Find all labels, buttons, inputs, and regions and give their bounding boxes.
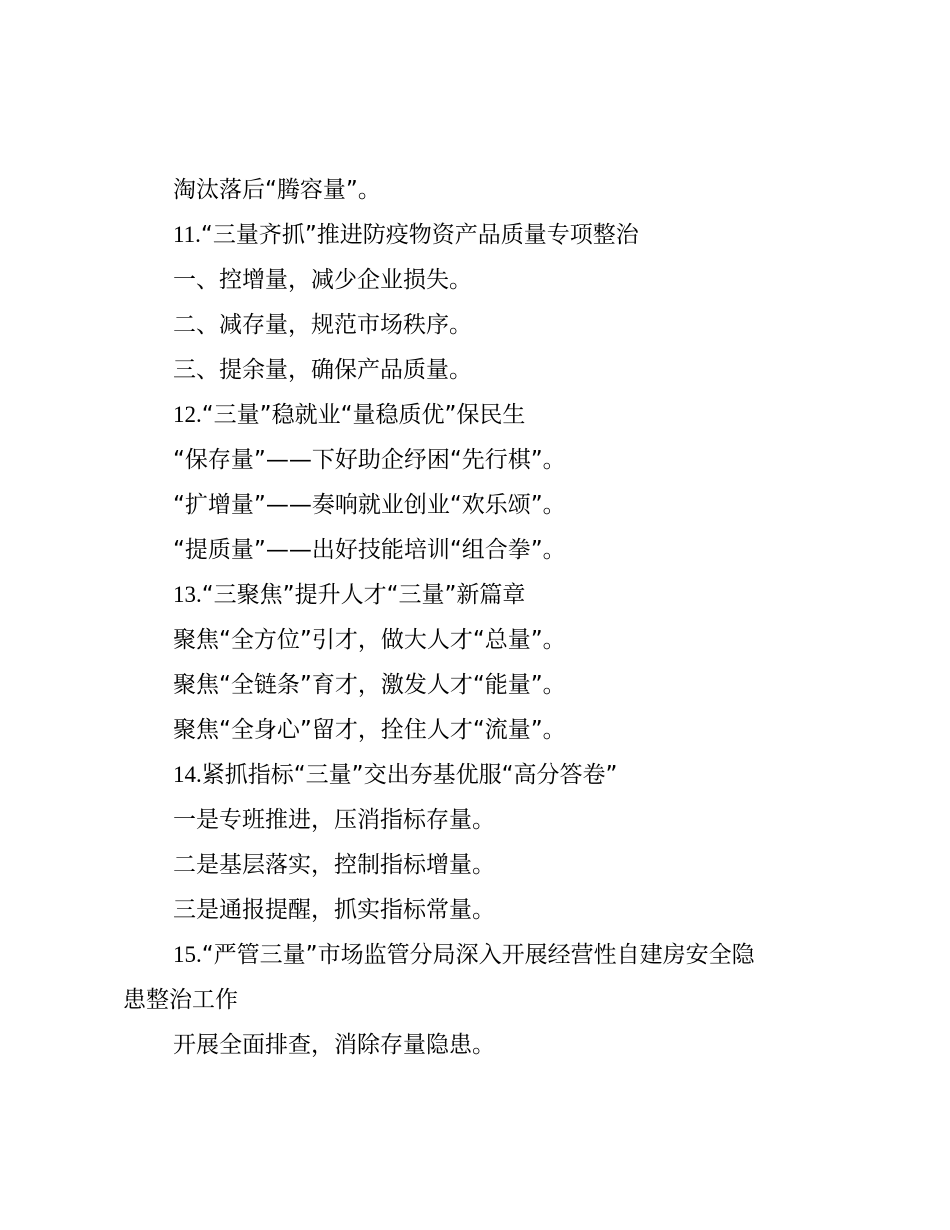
line-text: 患整治工作 xyxy=(123,987,238,1013)
line-text: 开展全面排查，消除存量隐患。 xyxy=(173,1032,495,1058)
section-number: 13. xyxy=(173,582,202,607)
line-text: 二、减存量，规范市场秩序。 xyxy=(173,312,472,338)
section-number: 11. xyxy=(173,222,201,247)
text-line xyxy=(173,445,566,475)
text-line xyxy=(173,850,495,880)
text-line xyxy=(173,1030,495,1060)
text-line xyxy=(173,625,566,655)
line-text: 一是专班推进，压消指标存量。 xyxy=(173,807,495,833)
text-line xyxy=(173,355,472,385)
section-heading-15 xyxy=(173,940,755,970)
text-line xyxy=(173,490,566,520)
line-text: “保存量”——下好助企纾困“先行棋”。 xyxy=(173,447,566,473)
text-line xyxy=(173,670,566,700)
line-text: “提质量”——出好技能培训“组合拳”。 xyxy=(173,537,566,563)
section-title: “三量齐抓”推进防疫物资产品质量专项整治 xyxy=(200,222,639,248)
section-title: 紧抓指标“三量”交出夯基优服“高分答卷” xyxy=(201,762,618,788)
line-text: 三、提余量，确保产品质量。 xyxy=(173,357,472,383)
section-heading-14 xyxy=(173,760,617,790)
text-line xyxy=(173,535,566,565)
line-text: 聚焦“全方位”引才，做大人才“总量”。 xyxy=(173,627,566,653)
section-title: “三量”稳就业“量稳质优”保民生 xyxy=(201,402,526,428)
section-number: 15. xyxy=(173,942,202,967)
text-line xyxy=(173,805,495,835)
section-heading-11 xyxy=(173,220,639,250)
text-line xyxy=(173,310,472,340)
text-line xyxy=(173,895,495,925)
line-text: “扩增量”——奏响就业创业“欢乐颂”。 xyxy=(173,492,566,518)
line-text: 二是基层落实，控制指标增量。 xyxy=(173,852,495,878)
line-text: 聚焦“全链条”育才，激发人才“能量”。 xyxy=(173,672,566,698)
section-title: “三聚焦”提升人才“三量”新篇章 xyxy=(201,582,526,608)
text-line xyxy=(173,715,566,745)
section-title: “严管三量”市场监管分局深入开展经营性自建房安全隐 xyxy=(201,942,755,968)
section-heading-continuation xyxy=(123,985,238,1015)
text-line xyxy=(173,175,381,205)
section-number: 14. xyxy=(173,762,202,787)
line-text: 一、控增量，减少企业损失。 xyxy=(173,267,472,293)
line-text: 淘汰落后“腾容量”。 xyxy=(173,177,381,203)
section-number: 12. xyxy=(173,402,202,427)
section-heading-13 xyxy=(173,580,525,610)
line-text: 三是通报提醒，抓实指标常量。 xyxy=(173,897,495,923)
text-line xyxy=(173,265,472,295)
section-heading-12 xyxy=(173,400,525,430)
line-text: 聚焦“全身心”留才，拴住人才“流量”。 xyxy=(173,717,566,743)
